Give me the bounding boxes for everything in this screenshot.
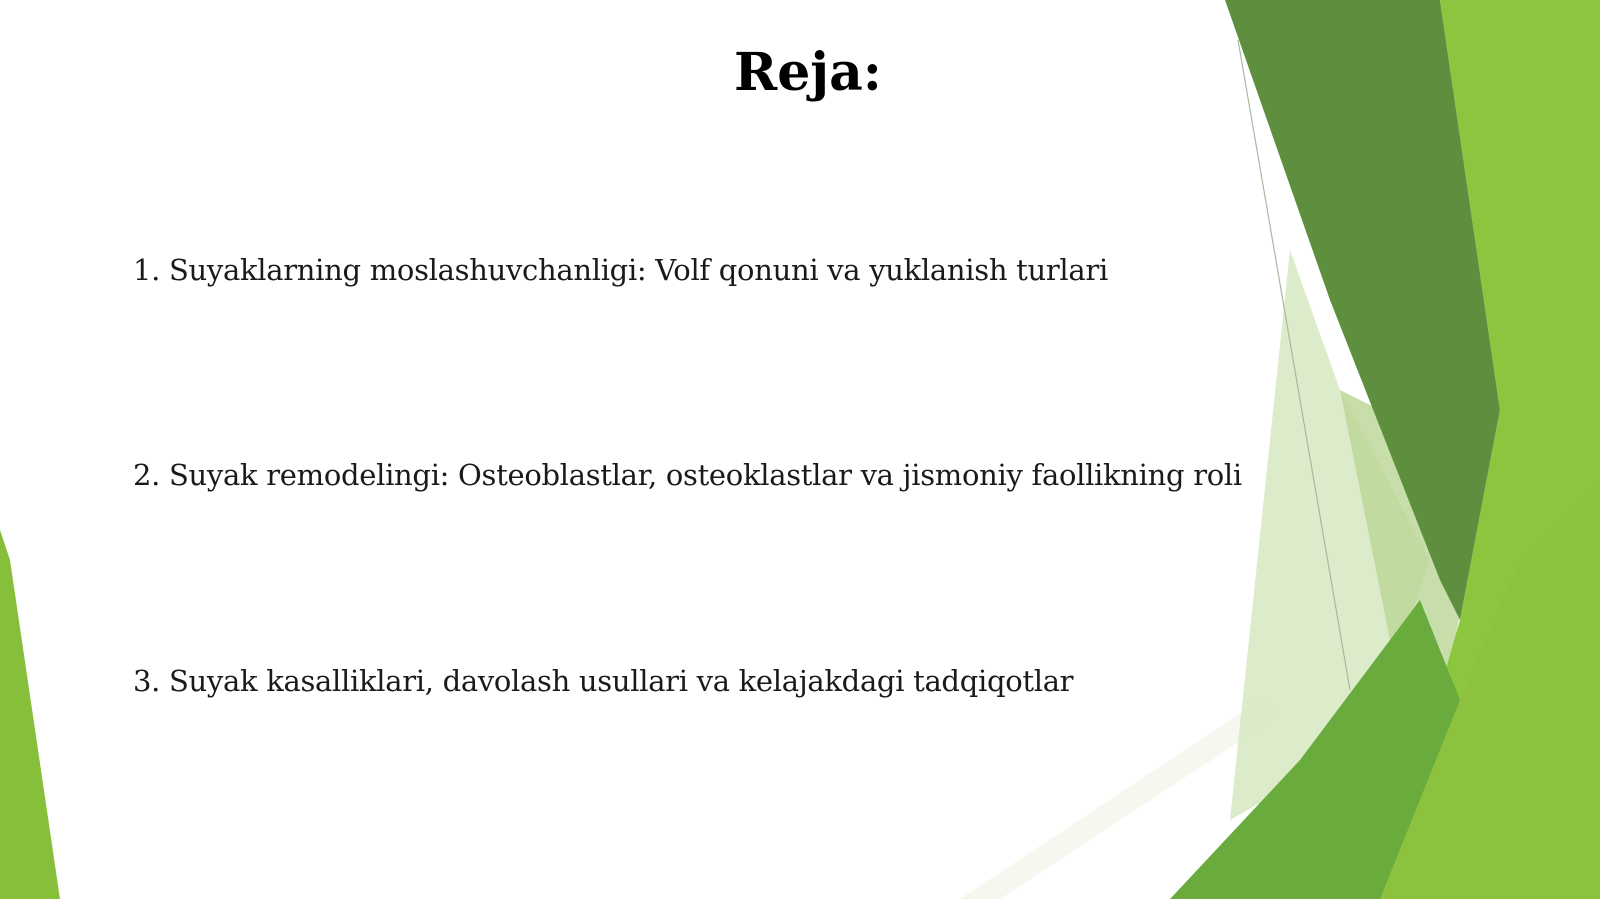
plan-item-2: 2. Suyak remodelingi: Osteoblastlar, osteoklastlar va jismoniy faollikning roli	[133, 458, 1242, 492]
slide-title: Reja:	[733, 42, 882, 103]
left-green-facet	[0, 530, 60, 899]
plan-item-3: 3. Suyak kasalliklari, davolash usullari va kelajakdagi tadqiqotlar	[133, 664, 1074, 698]
plan-item-1: 1. Suyaklarning moslashuvchanligi: Volf qonuni va yuklanish turlari	[133, 253, 1108, 287]
